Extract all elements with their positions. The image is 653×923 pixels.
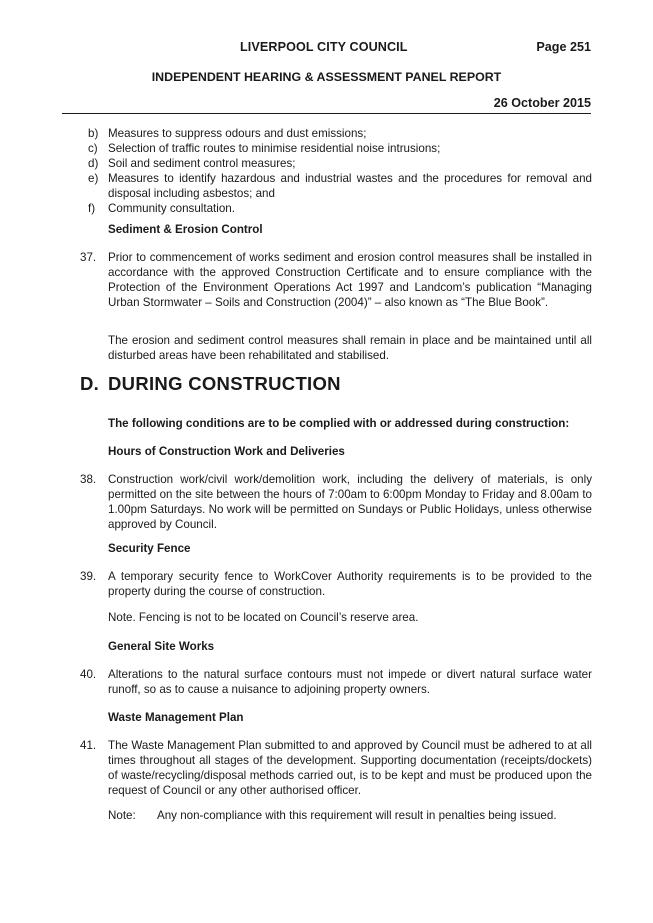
measures-list — [88, 126, 592, 216]
note-label: Note: — [108, 809, 136, 822]
condition-number: 37. — [80, 251, 97, 264]
condition-text: The Waste Management Plan submitted to and approved by Council must be adhered to at all times throughout all stages of the development. Supporting documentation (receipts/dockets) of waste/recycling/disposal methods carried out, is to be kept and must be produced upon the request of Council or any other authorised officer. — [108, 739, 592, 797]
list-marker: f) — [88, 202, 96, 215]
section-intro: The following conditions are to be complied with or addressed during construction: — [108, 417, 570, 430]
list-marker: d) — [88, 157, 99, 170]
section-letter: D. — [80, 373, 100, 394]
site-works-heading: General Site Works — [108, 640, 215, 653]
condition-text: Alterations to the natural surface contours must not impede or divert natural surface water runoff, so as to cause a nuisance to adjoining property owners. — [108, 668, 592, 696]
waste-heading: Waste Management Plan — [108, 711, 244, 724]
condition-number: 40. — [80, 668, 97, 681]
list-item-text: Soil and sediment control measures; — [108, 157, 296, 170]
report-title: INDEPENDENT HEARING & ASSESSMENT PANEL REPORT — [151, 70, 502, 84]
section-title: DURING CONSTRUCTION — [108, 373, 341, 394]
fence-heading: Security Fence — [108, 542, 191, 555]
header-rule — [62, 113, 591, 114]
list-item-text: Measures to identify hazardous and industrial wastes and the procedures for removal and disposal including asbestos; and — [108, 172, 592, 200]
section-heading — [80, 373, 341, 394]
list-item — [88, 156, 592, 171]
condition-number: 41. — [80, 739, 97, 752]
page-number: Page 251 — [536, 40, 591, 54]
list-marker: b) — [88, 127, 99, 140]
list-marker: e) — [88, 172, 99, 185]
list-item — [88, 141, 592, 156]
waste-note — [108, 808, 592, 823]
condition-text: A temporary security fence to WorkCover Authority requirements is to be provided to the property during the course of construction. — [108, 570, 592, 598]
condition-paragraph: The erosion and sediment control measures shall remain in place and be maintained until all disturbed areas have been rehabilitated and stabilised. — [108, 334, 592, 362]
hours-heading: Hours of Construction Work and Deliveries — [108, 445, 345, 458]
condition-text: Construction work/civil work/demolition work, including the delivery of materials, is only permitted on the site between the hours of 7:00am to 6:00pm Monday to Friday and 8.00am to 1.00pm Saturdays. No work will be permitted on Sundays or Public Holidays, unless otherwise approved by Council. — [108, 473, 592, 531]
list-item-text: Community consultation. — [108, 202, 235, 215]
condition-number: 38. — [80, 473, 97, 486]
list-marker: c) — [88, 142, 98, 155]
condition-number: 39. — [80, 570, 97, 583]
condition-text: Prior to commencement of works sediment and erosion control measures shall be installed in accordance with the approved Construction Certificate and to ensure compliance with the Protection of the Environment Operations Act 1997 and Landcom’s publication “Managing Urban Stormwater – Soils and Construction (2004)” – also known as “The Blue Book”. — [108, 251, 592, 309]
list-item-text: Selection of traffic routes to minimise residential noise intrusions; — [108, 142, 441, 155]
sediment-heading: Sediment & Erosion Control — [108, 223, 263, 236]
report-date: 26 October 2015 — [493, 96, 591, 110]
fence-note: Note. Fencing is not to be located on Council’s reserve area. — [108, 611, 419, 624]
list-item-text: Measures to suppress odours and dust emissions; — [108, 127, 367, 140]
note-text: Any non-compliance with this requirement will result in penalties being issued. — [157, 809, 557, 822]
list-item — [88, 171, 592, 201]
list-item — [88, 201, 592, 216]
council-name: LIVERPOOL CITY COUNCIL — [240, 40, 408, 54]
list-item — [88, 126, 592, 141]
